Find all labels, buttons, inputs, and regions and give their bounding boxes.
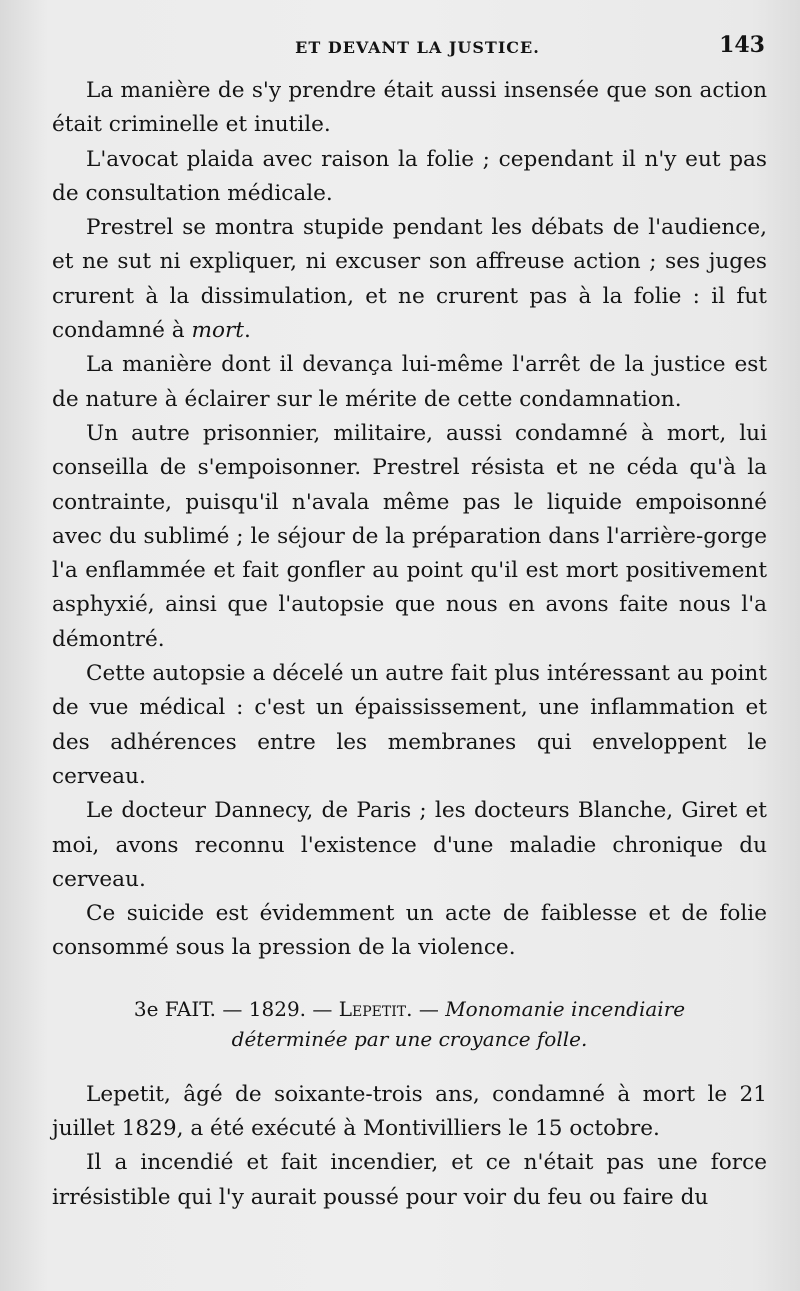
section-year: 1829. (248, 996, 307, 1021)
section-dash-2: — (306, 996, 339, 1021)
section-dash-1: — (216, 996, 249, 1021)
body-text (52, 74, 767, 1215)
paragraph-8: Ce suicide est évidemment un acte de faiblesse et de folie consommé sous la pression de la violence. (52, 901, 767, 961)
paragraph-3-text: Prestrel se montra stupide pendant les débats de l'audience, et ne sut ni expliquer, ni excuser son affreuse action ; ses juges crurent à la dissimulation, et ne crurent pas à la folie : il fut condamné à (52, 215, 767, 344)
page-number: 143 (719, 32, 765, 58)
paragraph-6: Cette autopsie a décelé un autre fait plus intéressant au point de vue médical : c'est un épaississement, une inflammation et des adhérences entre les membranes qui enveloppent le cerveau. (52, 661, 767, 789)
section-name: Lepetit. (338, 996, 413, 1021)
paragraph-2: L'avocat plaida avec raison la folie ; cependant il n'y eut pas de consultation médicale. (52, 146, 767, 206)
running-head: ET DEVANT LA JUSTICE. (295, 38, 540, 57)
paragraph-3-end: . (243, 318, 251, 344)
section-dash-3: — (412, 996, 446, 1021)
paragraph-3-italic: mort (191, 318, 244, 344)
paragraph-4: La manière dont il devança lui-même l'arrêt de la justice est de nature à éclairer sur le mérite de cette condamnation. (52, 352, 767, 412)
section-label: FAIT. (164, 996, 217, 1021)
section-number: 3e (133, 996, 159, 1021)
paragraph-9: Lepetit, âgé de soixante-trois ans, condamné à mort le 21 juillet 1829, a été exécuté à Montivilliers le 15 octobre. (52, 1081, 767, 1142)
paragraph-3 (52, 211, 767, 348)
paragraph-10: Il a incendié et fait incendier, et ce n'était pas une force irrésistible qui l'y aurait poussé pour voir du feu ou faire du (52, 1150, 767, 1210)
page-header (70, 32, 765, 68)
paragraph-1: La manière de s'y prendre était aussi insensée que son action était criminelle et inutile. (52, 78, 767, 138)
section-title-line-2: déterminée par une croyance folle. (231, 1026, 588, 1051)
paragraph-7: Le docteur Dannecy, de Paris ; les docteurs Blanche, Giret et moi, avons reconnu l'existence d'une maladie chronique du cerveau. (52, 798, 767, 892)
paragraph-5: Un autre prisonnier, militaire, aussi condamné à mort, lui conseilla de s'empoisonner. Prestrel résista et ne céda qu'à la contrainte, puisqu'il n'avala même pas le liquide empoisonné avec du sublimé ; le séjour de la préparation dans l'arrière-gorge l'a enflammée et fait gonfler au point qu'il est mort positivement asphyxié, ainsi que l'autopsie que nous en avons faite nous l'a démontré. (52, 420, 767, 652)
section-heading (52, 994, 767, 1054)
section-title-line-1: Monomanie incendiaire (445, 996, 686, 1021)
